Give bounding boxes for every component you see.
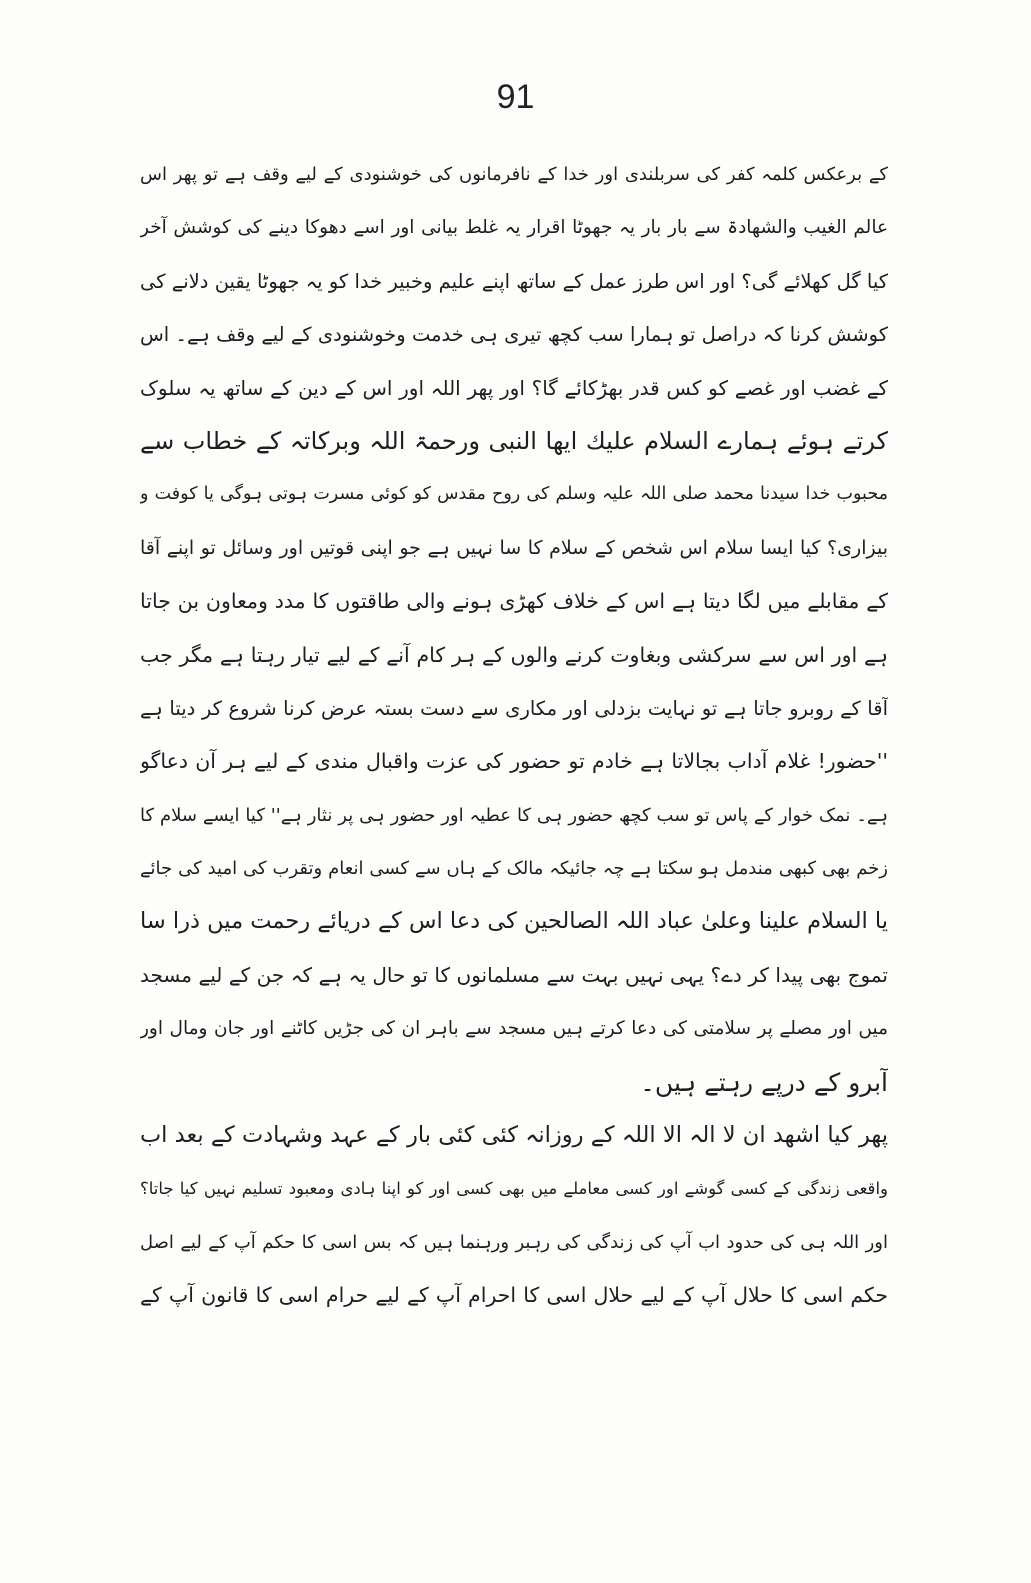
text-line: ''حضور! غلام آداب بجالاتا ہے خادم تو حضور کی عزت واقبال مندی کے لیے ہر آن دعاگو <box>140 749 888 774</box>
text-line: کے مقابلے میں لگا دیتا ہے اس کے خلاف کھڑی ہونے والی طاقتوں کا مدد ومعاون بن جاتا <box>140 589 888 614</box>
paragraph-2 <box>140 1109 888 1323</box>
text-line: آبرو کے درپے رہتے ہیں۔ <box>640 1067 888 1097</box>
text-line: حکم اسی کا حلال آپ کے لیے حلال اسی کا احرام آپ کے لیے حرام اسی کا قانون آپ کے <box>140 1283 888 1308</box>
text-line: کے غضب اور غصے کو کس قدر بھڑکائے گا؟ اور پھر اللہ اور اس کے دین کے ساتھ یہ سلوک <box>140 375 888 400</box>
text-line: زخم بھی کبھی مندمل ہو سکتا ہے چہ جائیکہ مالک کے ہاں سے کسی انعام وتقرب کی امید کی جائے <box>140 858 888 880</box>
text-line: ہے۔ نمک خوار کے پاس تو سب کچھ حضور ہی کا عطیہ اور حضور ہی پر نثار ہے'' کیا ایسے سلام کا <box>140 804 888 826</box>
text-line: بیزاری؟ کیا ایسا سلام اس شخص کے سلام کا سا نہیں ہے جو اپنی قوتیں اور وسائل تو اپنے آقا <box>140 536 888 559</box>
paragraph-1 <box>140 148 888 1109</box>
text-line: میں اور مصلے پر سلامتی کی دعا کرتے ہیں مسجد سے باہر ان کی جڑیں کاٹنے اور جان ومال اور <box>140 1018 888 1040</box>
text-line: کے برعکس کلمہ کفر کی سربلندی اور خدا کے نافرمانوں کی خوشنودی کے لیے وقف ہے تو پھر اس <box>140 164 888 185</box>
text-line: عالم الغیب والشھادۃ سے بار بار یہ جھوٹا اقرار یہ غلط بیانی اور اسے دھوکا دینے کی کوشش آخر <box>140 217 888 239</box>
text-line: واقعی زندگی کے کسی گوشے اور کسی معاملے میں بھی کسی اور کو اپنا ہادی ومعبود تسلیم نہیں کیا جاتا؟ <box>140 1179 888 1199</box>
text-line: پھر کیا اشھد ان لا الہ الا اللہ کے روزانہ کئی کئی بار کے عہد وشہادت کے بعد اب <box>140 1122 888 1149</box>
text-line: یا السلام علینا وعلیٰ عباد اللہ الصالحین کی دعا اس کے دریائے رحمت میں ذرا سا <box>140 908 888 935</box>
text-line: آقا کے روبرو جاتا ہے تو نہایت بزدلی اور مکاری سے دست بستہ عرض کرنا شروع کر دیتا ہے <box>140 696 888 720</box>
text-line: کیا گل کھلائے گی؟ اور اس طرز عمل کے ساتھ اپنے علیم وخبیر خدا کو یہ جھوٹا یقین دلانے کی <box>140 269 888 293</box>
text-line: تموج بھی پیدا کر دے؟ یہی نہیں بہت سے مسلمانوں کا تو حال یہ ہے کہ جن کے لیے مسجد <box>140 962 888 987</box>
page-number: 91 <box>496 78 535 116</box>
text-line: کرتے ہوئے ہمارے السلام علیك ایھا النبی ورحمۃ اللہ وبرکاتہ کے خطاب سے <box>140 426 888 455</box>
text-line: محبوب خدا سیدنا محمد صلی اللہ علیہ وسلم کی روح مقدس کو کوئی مسرت ہوتی ہوگی یا کوفت و <box>140 484 888 505</box>
text-line: کوشش کرنا کہ دراصل تو ہمارا سب کچھ تیری ہی خدمت وخوشنودی کے لیے وقف ہے۔ اس <box>140 323 888 347</box>
body-text <box>140 148 888 1323</box>
text-line: ہے اور اس سے سرکشی وبغاوت کرنے والوں کے ہر کام آنے کے لیے تیار رہتا ہے مگر جب <box>140 642 888 667</box>
text-line: اور اللہ ہی کی حدود اب آپ کی زندگی کی رہبر ورہنما ہیں کہ بس اسی کا حکم آپ کے لیے اصل <box>140 1231 888 1253</box>
